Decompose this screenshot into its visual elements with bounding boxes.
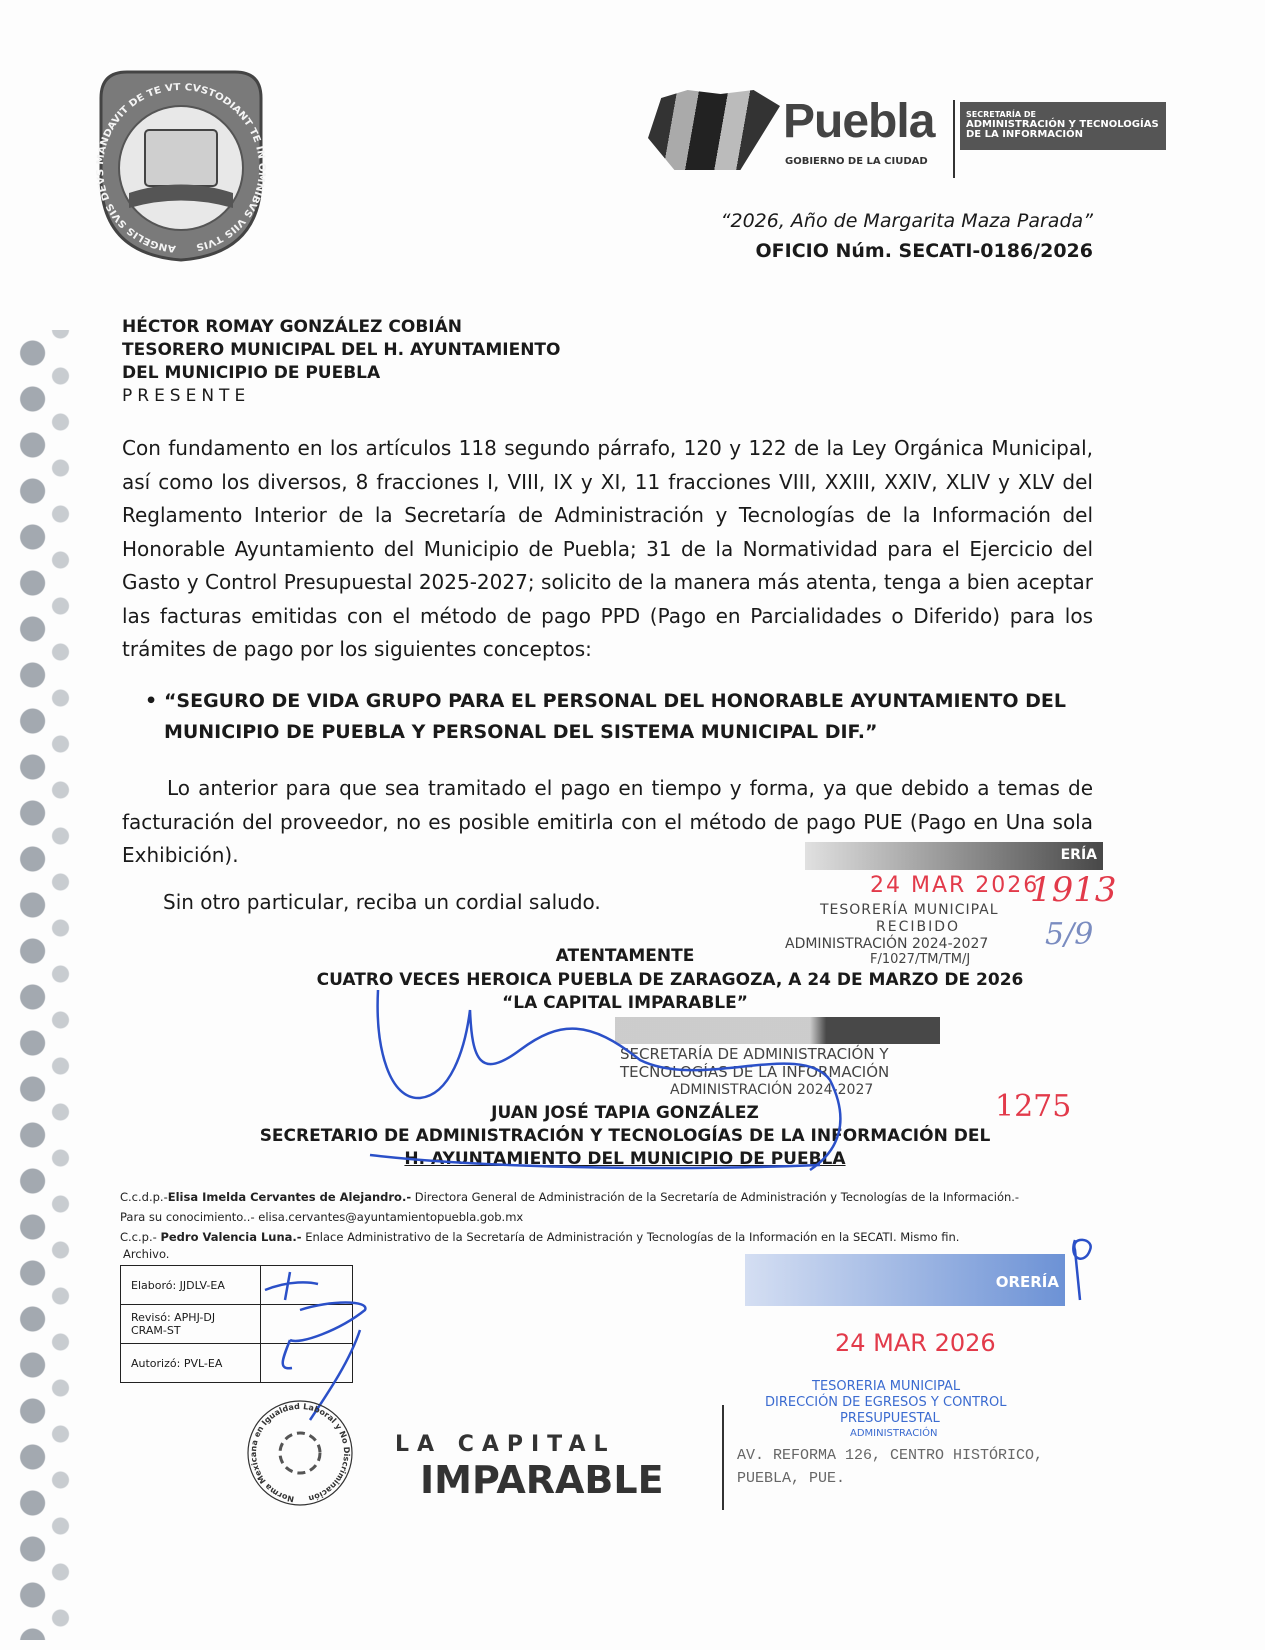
address-line: PUEBLA, PUE.: [737, 1470, 846, 1487]
table-row: [121, 1266, 353, 1305]
body-paragraph: Lo anterior para que sea tramitado el pago en tiempo y forma, ya que debido a temas de facturación del proveedor, no es posible emitirla con el método de pago PUE (Pago en Una sola Exhibición).: [122, 776, 1093, 867]
cc-name: Elisa Imelda Cervantes de Alejandro.-: [167, 1190, 412, 1204]
addressee-title: DEL MUNICIPIO DE PUEBLA: [122, 363, 381, 383]
logo-art-icon: [648, 90, 780, 170]
stamp-text: SECRETARÍA DE ADMINISTRACIÓN Y: [620, 1045, 889, 1063]
address-line: AV. REFORMA 126, CENTRO HISTÓRICO,: [737, 1447, 1044, 1464]
oficio-number: OFICIO Núm. SECATI-0186/2026: [755, 240, 1093, 262]
cc-text: Para su conocimiento..-: [120, 1210, 255, 1224]
slogan: “LA CAPITAL IMPARABLE”: [502, 993, 748, 1013]
initials-cell: [261, 1344, 353, 1383]
stamp-number: 1913: [1030, 870, 1117, 910]
stamp-date: 24 MAR 2026: [835, 1329, 996, 1357]
body-paragraph: Con fundamento en los artículos 118 segundo párrafo, 120 y 122 de la Ley Orgánica Municipal, así como los diversos, 8 fracciones I, VIII, IX y XI, 11 fracciones VIII, XXIII, XXIV, XLIV y XLV del Reglamento Interior de la Secretaría de Administración y Tecnologías de la Información del Honorable Ayuntamiento del Municipio de Puebla; 31 de la Normatividad para el Ejercicio del Gasto y Control Presupuestal 2025-2027; solicito de la manera más atenta, tenga a bien aceptar las facturas emitidas con el método de pago PPD (Pago en Parcialidades o Diferido) para los trámites de pago por los siguientes conceptos:: [122, 436, 1093, 661]
norma-igualdad-seal: [246, 1395, 354, 1511]
stamp-date: 24 MAR 2026: [870, 873, 1040, 898]
logo-box-line: DE LA INFORMACIÓN: [966, 129, 1083, 140]
municipal-crest-logo: [93, 68, 269, 264]
presente: PRESENTE: [122, 386, 251, 406]
cc-text: Enlace Administrativo de la Secretaría de Administración y Tecnologías de la Información en la SECATI. Mismo fin.: [305, 1230, 960, 1244]
authorization-table: [120, 1265, 353, 1383]
logo-divider: [953, 100, 955, 178]
initials-cell: [261, 1266, 353, 1305]
logo-word: Puebla: [783, 95, 935, 148]
logo-box-line: ADMINISTRACIÓN Y TECNOLOGÍAS: [966, 119, 1159, 130]
cc-email-link[interactable]: elisa.cervantes@ayuntamientopuebla.gob.mx: [258, 1210, 524, 1224]
stamp-text: ADMINISTRACIÓN 2024-2027: [670, 1082, 874, 1098]
stamp-text: F/1027/TM/TM/J: [870, 952, 971, 967]
stamp-text: ORERÍA: [995, 1273, 1059, 1291]
addressee-title: TESORERO MUNICIPAL DEL H. AYUNTAMIENTO: [122, 340, 561, 360]
signer-title: SECRETARIO DE ADMINISTRACIÓN Y TECNOLOGÍAS DE LA INFORMACIÓN DEL: [259, 1126, 991, 1146]
stamp-text: TESORERÍA MUNICIPAL: [820, 902, 999, 918]
cc-label: C.c.d.p.-: [120, 1190, 168, 1204]
crest-motto-text: ANGELIS SVIS DEVS MANDAVIT DE TE VT CVSTODIANT TE IN OMNIBVS VIIS TVIS: [94, 81, 268, 254]
stamp-text: TECNOLOGÍAS DE LA INFORMACIÓN: [620, 1063, 890, 1081]
cc-label: C.c.p.-: [120, 1230, 157, 1244]
stamp-text: ADMINISTRACIÓN 2024-2027: [785, 936, 989, 952]
addressee: [122, 316, 560, 408]
concept-text: “SEGURO DE VIDA GRUPO PARA EL PERSONAL DEL HONORABLE AYUNTAMIENTO DEL MUNICIPIO DE PUEBLA Y PERSONAL DEL SISTEMA MUNICIPAL DIF.”: [163, 690, 1067, 743]
stamp-number: 1275: [995, 1089, 1072, 1124]
handwritten-note: 5/9: [1045, 917, 1094, 952]
stamp-text: DIRECCIÓN DE EGRESOS Y CONTROL: [765, 1395, 1007, 1410]
stamp2-logo: [615, 1017, 940, 1044]
auth-label: Autorizó: PVL-EA: [121, 1344, 261, 1383]
footer-divider: [722, 1405, 724, 1510]
table-row: [121, 1344, 353, 1383]
table-row: [121, 1305, 353, 1344]
logo-box-line: SECRETARÍA DE: [966, 110, 1036, 119]
signer-name: JUAN JOSÉ TAPIA GONZÁLEZ: [491, 1103, 759, 1123]
stamp-text: TESORERIA MUNICIPAL: [812, 1379, 961, 1394]
auth-label: Elaboró: JJDLV-EA: [121, 1266, 261, 1305]
stamp3-logo: [745, 1254, 1065, 1306]
crest-building-icon: [145, 130, 217, 186]
cc-name: Pedro Valencia Luna.-: [160, 1230, 302, 1244]
closing: Sin otro particular, reciba un cordial saludo.: [163, 890, 601, 914]
stamp-text: RECIBIDO: [876, 919, 961, 935]
atentamente: ATENTAMENTE: [555, 946, 695, 966]
stamp-text: ERÍA: [1060, 847, 1097, 863]
addressee-name: HÉCTOR ROMAY GONZÁLEZ COBIÁN: [122, 317, 462, 337]
footer-slogan: IMPARABLE: [420, 1458, 664, 1502]
stamp-text: ADMINISTRACIÓN: [850, 1428, 938, 1439]
norma-seal-text: Norma Mexicana en Igualdad Laboral y No Discriminación: [248, 1401, 352, 1504]
concept-bullet: • “SEGURO DE VIDA GRUPO PARA EL PERSONAL DEL HONORABLE AYUNTAMIENTO DEL MUNICIPIO DE PUEBLA Y PERSONAL DEL SISTEMA MUNICIPAL DIF.”: [145, 686, 1095, 748]
signer-title: H. AYUNTAMIENTO DEL MUNICIPIO DE PUEBLA: [404, 1149, 846, 1169]
place-date: CUATRO VECES HEROICA PUEBLA DE ZARAGOZA, A 24 DE MARZO DE 2026: [316, 970, 1024, 990]
footer-slogan: LA CAPITAL: [395, 1432, 616, 1457]
auth-label: Revisó: APHJ-DJ CRAM-ST: [121, 1305, 261, 1344]
svg-text:Norma Mexicana en Igualdad Lab: [249, 1402, 351, 1504]
stamp1-logo: [805, 842, 1103, 870]
secretaria-label: [960, 102, 1166, 150]
archivo: Archivo.: [123, 1247, 170, 1261]
year-motto: “2026, Año de Margarita Maza Parada”: [720, 210, 1093, 232]
cc-text: Directora General de Administración de la Secretaría de Administración y Tecnologías de la Información.-: [414, 1190, 1020, 1204]
decorative-border: [14, 330, 76, 1640]
logo-subtitle: GOBIERNO DE LA CIUDAD: [785, 156, 928, 167]
puebla-logo: [648, 90, 1168, 180]
footer-address: [737, 1444, 1043, 1490]
initials-cell: [261, 1305, 353, 1344]
stamp-text: PRESUPUESTAL: [840, 1411, 940, 1426]
